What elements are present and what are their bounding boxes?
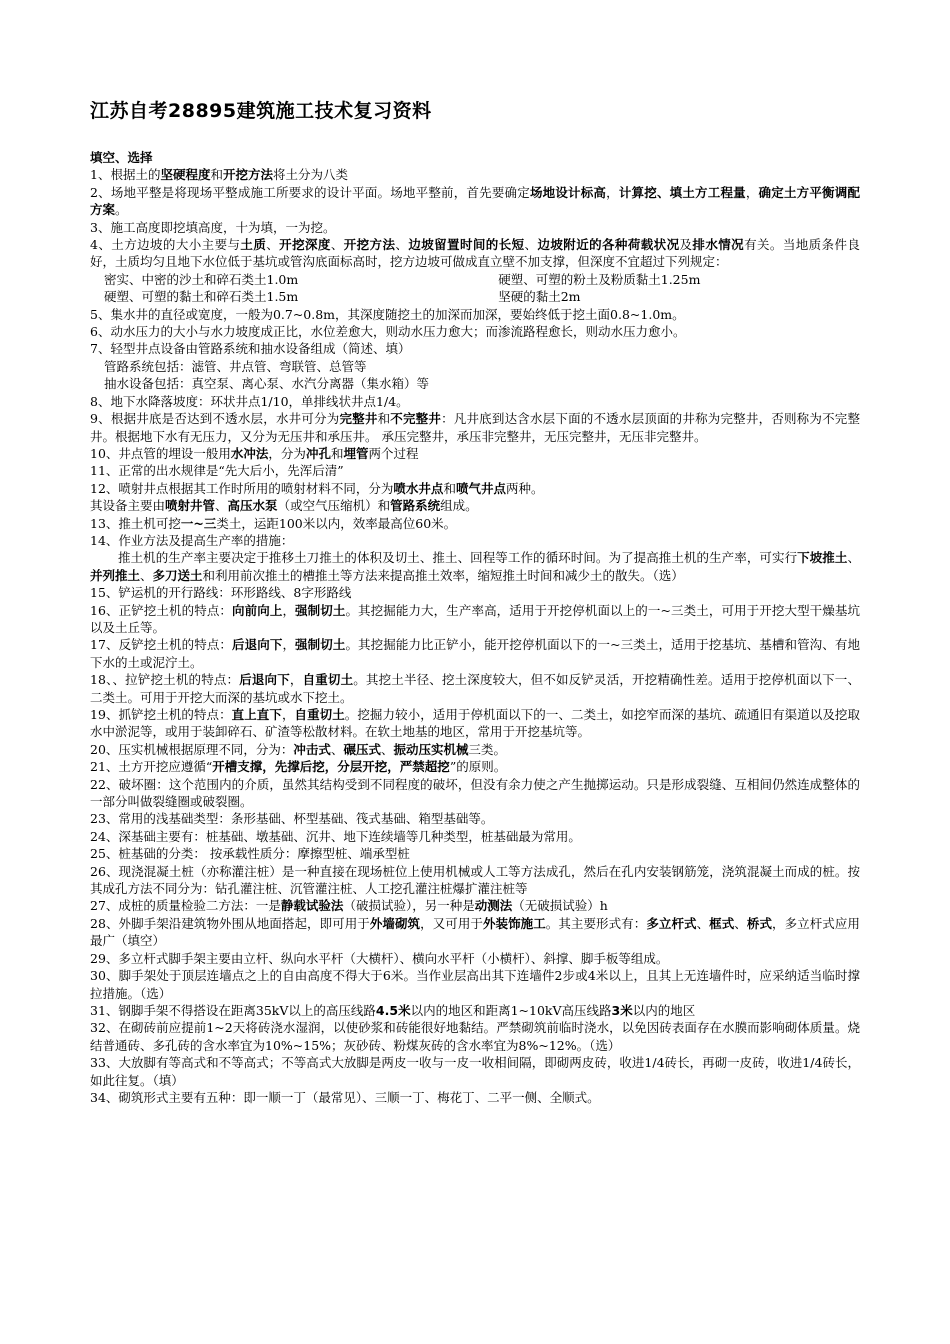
- text-run: ，: [606, 184, 619, 200]
- text-run: 20、压实机械根据原理不同，分为：: [90, 741, 294, 757]
- text-run: 3、施工高度即挖填高度，十为填，一为挖。: [90, 219, 336, 235]
- paragraph-15: [90, 462, 860, 479]
- bold-term: 自重切土: [302, 672, 354, 688]
- text-run: 24、深基础主要有：桩基础、墩基础、沉井、地下连续墙等几种类型，桩基础最为常用。: [90, 828, 581, 844]
- text-run: （破损试验），另一种是: [343, 898, 475, 914]
- text-run: 27、成桩的质量检验二方法：一是: [90, 898, 281, 914]
- paragraph-17: [90, 497, 860, 514]
- text-run: 抽水设备包括：真空泵、离心泵、水汽分离器（集水箱）等: [104, 376, 430, 392]
- text-run: 。其挖土半径、挖土深度较大，但不如反铲灵活，开挖精确性差。适用于挖停机面以下一、二类土。可用于开挖大而深的基坑或水下挖土。: [90, 672, 860, 705]
- bold-term: 冲孔: [305, 445, 331, 461]
- text-run: 4、土方边坡的大小主要与: [90, 237, 241, 253]
- text-run: ，: [281, 707, 295, 722]
- text-run: 两个过程: [368, 445, 419, 461]
- bold-term: 排水情况: [692, 237, 745, 253]
- paragraph-2: [90, 184, 860, 219]
- text-run: 6、动水压力的大小与水力坡度成正比，水位差愈大，则动水压力愈大；而渗流路程愈长，则动水压力愈小。: [90, 324, 686, 340]
- text-run: ”的原则。: [449, 759, 507, 775]
- text-run: 硬塑、可塑的粉土及粉质黏土1.25m: [498, 271, 701, 287]
- text-run: 、: [847, 550, 860, 566]
- bold-term: 喷水井点: [393, 480, 444, 496]
- text-run: 密实、中密的沙土和碎石类土1.0m: [104, 271, 299, 287]
- bold-term: 多立杆式: [646, 915, 697, 931]
- bold-term: 强制切土: [295, 637, 346, 653]
- document-title: 江苏自考28895建筑施工技术复习资料: [90, 100, 432, 122]
- text-run: 9、根据井底是否达到不透水层，水井可分为: [90, 411, 340, 427]
- bold-term: 喷气井点: [455, 480, 506, 496]
- paragraph-9: [90, 340, 860, 357]
- paragraph-35: [90, 950, 860, 967]
- text-run: 33、大放脚有等高式和不等高式；不等高式大放脚是两皮一收与一皮一收相间隔，即砌两皮砖，收进1/4砖长，再砌一皮砖，收进1/4砖长，如此往复。（填）: [90, 1055, 860, 1088]
- text-run: 以内的地区和距离1~10kV高压线路: [410, 1002, 612, 1018]
- bold-term: 碾压式: [343, 741, 381, 757]
- text-run: 34、砌筑形式主要有五种：即一顺一丁（最常见）、三顺一丁、梅花丁、二平一侧、全顺式。: [90, 1089, 600, 1105]
- text-run: 21、土方开挖应遵循“: [90, 759, 213, 775]
- text-run: 三类。: [468, 741, 507, 757]
- paragraph-11: [90, 375, 860, 392]
- text-run: 、: [215, 498, 228, 514]
- text-run: （无破损试验）h: [512, 898, 608, 914]
- text-run: 。其挖掘能力比正铲小，能开挖停机面以下的一~三类土，适用于挖基坑、基槽和管沟、有地下水的土或泥泞土。: [90, 637, 860, 670]
- bold-term: 下坡推土: [797, 550, 848, 566]
- bold-term: 边坡留置时间的长短: [408, 237, 525, 253]
- text-run: 组成。: [440, 498, 478, 514]
- paragraph-37: [90, 1002, 860, 1019]
- text-run: 、: [140, 567, 153, 583]
- text-run: 29、多立杆式脚手架主要由立杆、纵向水平杆（大横杆）、横向水平杆（小横杆）、斜撑、脚手板等组成。: [90, 950, 669, 966]
- text-run: 22、破坏圈：这个范围内的介质，虽然其结构受到不同程度的破坏，但没有余力使之产生抛掷运动。只是形成裂缝、互相间仍然连成整体的一部分叫做裂缝圈或破裂圈。: [90, 776, 860, 810]
- paragraph-29: [90, 810, 860, 827]
- bold-term: 不完整井: [390, 411, 442, 427]
- text-run: 31、钢脚手架不得搭设在距离35kV以上的高压线路: [90, 1002, 376, 1018]
- text-run: 15、铲运机的开行路线：环形路线、8字形路线: [90, 585, 352, 601]
- bold-term: 外装饰施工: [482, 915, 546, 931]
- text-run: ，: [745, 184, 759, 200]
- text-run: ，: [282, 602, 296, 618]
- bold-term: 强制切土: [295, 602, 346, 618]
- text-run: 和利用前次推土的槽推土等方法来提高推土效率，缩短推土时间和减少土的散失。（选）: [202, 567, 684, 583]
- paragraph-38: [90, 1019, 860, 1054]
- text-run: 将土分为八类: [273, 167, 349, 183]
- bold-term: 并列推土: [90, 567, 141, 583]
- bold-term: 框式: [709, 915, 735, 931]
- paragraph-6: [90, 288, 860, 305]
- text-run: 30、脚手架处于顶层连墙点之上的自由高度不得大于6米。当作业层高出其下连墙件2步或4米以上，且其上无连墙件时，应采纳适当临时撑拉措施。（选）: [90, 968, 860, 1001]
- text-run: 和: [330, 445, 344, 461]
- text-run: 。其挖掘能力大，生产率高，适用于开挖停机面以上的一~三类土，可用于开挖大型干燥基坑以及土丘等。: [90, 602, 860, 635]
- paragraph-30: [90, 828, 860, 845]
- text-run: ，又可用于: [420, 915, 483, 931]
- text-run: 。其主要形式有：: [545, 915, 647, 931]
- paragraph-21: [90, 584, 860, 601]
- text-run: 坚硬的黏土2m: [498, 289, 581, 305]
- text-run: 26、现浇混凝土桩（亦称灌注桩）是一种直接在现场桩位上使用机械或人工等方法成孔，然后在孔内安装钢筋笼，浇筑混凝土而成的桩。按其成孔方法不同分为：钻孔灌注桩、沉管灌注桩、人工挖孔灌注桩爆扩灌注桩等: [90, 863, 860, 897]
- paragraph-1: [90, 166, 860, 183]
- text-run: 28、外脚手架沿建筑物外围从地面搭起，即可用于: [90, 915, 370, 931]
- text-run: 有关。当地质条件良好，土质均匀且地下水位低于基坑或管沟底面标高时，挖方边坡可做成直立壁不加支撑，但深度不宜超过下列规定：: [90, 237, 860, 270]
- paragraph-18: [90, 515, 860, 532]
- paragraph-13: [90, 410, 860, 445]
- paragraph-26: [90, 741, 860, 758]
- bold-term: 3米: [611, 1002, 633, 1018]
- text-run: 、: [524, 237, 538, 253]
- paragraph-32: [90, 863, 860, 898]
- text-run: 、: [696, 915, 710, 931]
- paragraph-27: [90, 758, 860, 775]
- text-run: 和: [443, 480, 456, 496]
- text-run: 推土机的生产率主要决定于推移土刀推土的体积及切土、推土、回程等工作的循环时间。为了提高推土机的生产率，可实行: [118, 550, 798, 566]
- paragraph-33: [90, 897, 860, 914]
- text-run: 、: [330, 237, 344, 253]
- text-run: ，: [289, 672, 303, 688]
- bold-term: 埋管: [343, 445, 369, 461]
- paragraph-40: [90, 1089, 860, 1106]
- bold-term: 自重切土: [294, 707, 345, 722]
- paragraph-31: [90, 845, 860, 862]
- text-run: 、: [734, 915, 747, 931]
- text-run: 2、场地平整是将现场平整成施工所要求的设计平面。场地平整前，首先要确定: [90, 184, 530, 200]
- bold-term: 喷射井管: [165, 498, 216, 514]
- bold-term: 多刀送土: [152, 567, 203, 583]
- paragraph-36: [90, 967, 860, 1002]
- text-run: 17、反铲挖土机的特点：: [90, 637, 233, 653]
- text-run: 和: [377, 411, 391, 427]
- text-run: 两种。: [505, 480, 544, 496]
- text-run: ，分为: [268, 445, 306, 461]
- bold-term: 开挖方法: [343, 237, 396, 253]
- bold-term: 管路系统: [390, 498, 441, 514]
- paragraph-25: [90, 706, 860, 741]
- bold-term: 向前向上: [232, 602, 283, 618]
- text-run: 19、抓铲挖土机的特点：: [90, 707, 232, 722]
- bold-term: 4.5米: [375, 1002, 411, 1018]
- bold-term: 开挖深度: [279, 237, 331, 253]
- text-run: ，: [282, 637, 296, 653]
- bold-term: 开挖方法: [222, 167, 273, 183]
- text-run: 12、喷射井点根据其工作时所用的喷射材料不同，分为: [90, 480, 394, 496]
- text-run: 10、井点管的埋设一般用: [90, 445, 231, 461]
- paragraph-19: [90, 532, 860, 549]
- bold-term: 水冲法: [230, 445, 269, 461]
- text-run: 32、在砌砖前应提前1~2天将砖浇水湿润，以使砂浆和砖能很好地黏结。严禁砌筑前临时浇水，以免因砖表面存在水膜而影响砌体质量。烧结普通砖、多孔砖的含水率宜为10%~15%；灰砂砖、粉煤灰砖的含水率宜为8%~12%。（选）: [90, 1020, 860, 1053]
- bold-term: 坚硬程度: [160, 167, 211, 183]
- bold-term: 动测法: [474, 898, 513, 914]
- text-run: ：凡井底到达含水层下面的不透水层顶面的井称为完整井，否则称为不完整井。根据地下水有无压力，又分为无压井和承压井。 承压完整井，承压非完整井，无压完整井，无压非完整井。: [90, 411, 860, 444]
- bold-term: 确定土方平衡调配方案: [90, 184, 860, 218]
- text-run: ，多立杆式应用最广（填空）: [90, 915, 860, 949]
- paragraph-34: [90, 915, 860, 950]
- paragraph-39: [90, 1054, 860, 1089]
- paragraph-16: [90, 480, 860, 497]
- text-run: 其设备主要由: [90, 498, 166, 514]
- bold-term: 边坡附近的各种荷载状况: [537, 237, 680, 253]
- text-run: 管路系统包括：滤管、井点管、弯联管、总管等: [104, 358, 367, 374]
- text-run: 8、地下水降落坡度：环状井点1/10，单排线状井点1/4。: [90, 393, 409, 409]
- text-run: 、: [395, 237, 409, 253]
- text-run: 11、正常的出水规律是“先大后小，先浑后清”: [90, 463, 344, 479]
- text-run: 以内的地区: [632, 1002, 696, 1018]
- paragraph-4: [90, 236, 860, 271]
- text-run: 23、常用的浅基础类型：条形基础、杯型基础、筏式基础、箱型基础等。: [90, 811, 494, 827]
- text-run: 13、推土机可挖: [90, 515, 181, 531]
- text-run: 25、桩基础的分类： 按承载性质分：摩擦型桩、端承型桩: [90, 846, 410, 862]
- text-run: 1、根据土的: [90, 167, 161, 183]
- paragraph-10: [90, 358, 860, 375]
- bold-term: 振动压实机械: [393, 741, 469, 757]
- bold-term: 直上直下: [231, 707, 282, 722]
- bold-term: 静载试验法: [280, 898, 344, 914]
- document-page: [90, 96, 860, 1106]
- bold-term: 土质: [240, 237, 267, 253]
- text-run: 。挖掘力较小，适用于停机面以下的一、二类土，如挖窄而深的基坑、疏通旧有渠道以及挖取水中淤泥等，或用于装卸碎石、矿渣等松散材料。在软土地基的地区，常用于开挖基坑等。: [90, 707, 860, 740]
- text-run: 7、轻型井点设备由管路系统和抽水设备组成（简述、填）: [90, 341, 411, 357]
- paragraph-14: [90, 445, 860, 462]
- bold-term: 冲击式: [293, 741, 331, 757]
- paragraph-28: [90, 776, 860, 811]
- bold-term: 高压水泵: [227, 498, 278, 514]
- paragraph-5: [90, 271, 860, 288]
- bold-term: 完整井: [339, 411, 378, 427]
- text-run: 、: [266, 237, 280, 253]
- bold-term: 计算挖、填土方工程量: [618, 184, 746, 200]
- paragraph-8: [90, 323, 860, 340]
- text-run: 、: [330, 741, 344, 757]
- text-run: 16、正铲挖土机的特点：: [90, 602, 233, 618]
- paragraph-22: [90, 602, 860, 637]
- paragraph-12: [90, 393, 860, 410]
- text-run: 类土，运距100米以内，效率最高位60米。: [216, 515, 457, 531]
- bold-term: 一~三: [180, 515, 217, 531]
- bold-term: 开槽支撑，先撑后挖，分层开挖，严禁超挖: [212, 759, 450, 775]
- bold-term: 场地设计标高: [529, 184, 607, 200]
- text-run: 和: [210, 167, 223, 183]
- text-run: 、: [380, 741, 394, 757]
- bold-term: 后退向下: [239, 672, 290, 688]
- paragraph-24: [90, 671, 860, 706]
- text-run: （或空气压缩机）和: [277, 498, 391, 514]
- paragraph-3: [90, 219, 860, 236]
- bold-term: 外墙砌筑: [369, 915, 421, 931]
- paragraph-7: [90, 306, 860, 323]
- paragraph-23: [90, 636, 860, 671]
- bold-term: 后退向下: [232, 637, 283, 653]
- text-run: 18、、拉铲挖土机的特点：: [90, 672, 240, 688]
- text-run: 硬塑、可塑的黏土和碎石类土1.5m: [104, 289, 299, 305]
- section-heading: 填空、选择: [90, 150, 153, 165]
- text-run: 14、作业方法及提高生产率的措施：: [90, 532, 294, 548]
- text-run: 5、集水井的直径或宽度，一般为0.7~0.8m，其深度随挖土的加深而加深，要始终低于挖土面0.8~1.0m。: [90, 306, 685, 322]
- document-body: [90, 166, 860, 1106]
- paragraph-20: [90, 549, 860, 584]
- text-run: 。: [115, 202, 128, 218]
- text-run: 及: [679, 237, 693, 253]
- bold-term: 桥式: [746, 915, 773, 931]
